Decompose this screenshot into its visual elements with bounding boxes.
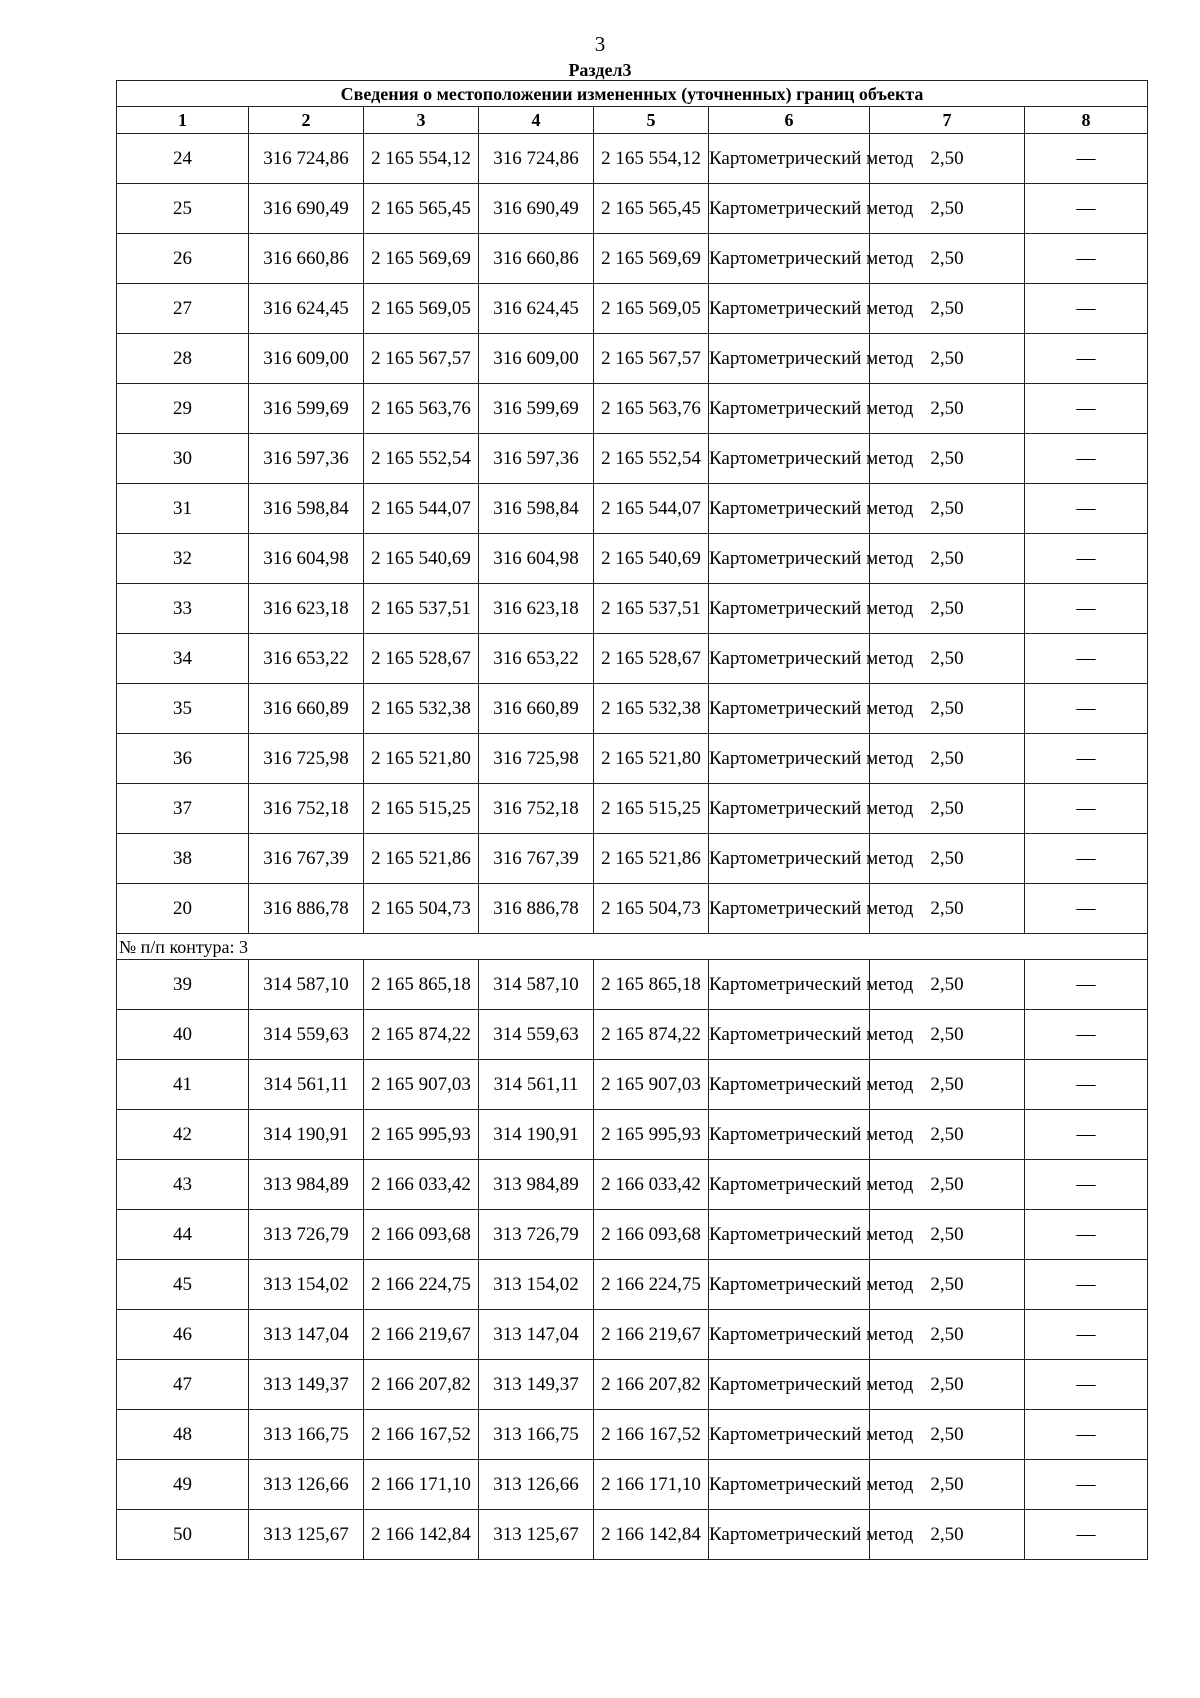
coordinate-cell: 316 690,49: [249, 184, 364, 234]
table-row: [117, 234, 1148, 284]
accuracy-cell: 2,50: [870, 234, 1025, 284]
coordinate-cell: 314 561,11: [249, 1060, 364, 1110]
coordinate-cell: 2 165 528,67: [594, 634, 709, 684]
empty-value-cell: —: [1025, 734, 1148, 784]
point-number-cell: 35: [117, 684, 249, 734]
column-number-cell: 8: [1025, 107, 1148, 134]
coordinate-cell: 2 165 567,57: [594, 334, 709, 384]
column-number-cell: 6: [709, 107, 870, 134]
coordinate-cell: 313 125,67: [479, 1510, 594, 1560]
coordinate-cell: 2 165 995,93: [594, 1110, 709, 1160]
coordinate-cell: 316 752,18: [249, 784, 364, 834]
coordinate-cell: 313 126,66: [249, 1460, 364, 1510]
point-number-cell: 27: [117, 284, 249, 334]
method-cell: Картометрический метод: [709, 584, 870, 634]
table-row: [117, 134, 1148, 184]
point-number-cell: 43: [117, 1160, 249, 1210]
coordinate-cell: 316 767,39: [479, 834, 594, 884]
empty-value-cell: —: [1025, 534, 1148, 584]
accuracy-cell: 2,50: [870, 334, 1025, 384]
coordinate-cell: 2 166 033,42: [364, 1160, 479, 1210]
coordinate-cell: 313 147,04: [479, 1310, 594, 1360]
empty-value-cell: —: [1025, 1110, 1148, 1160]
coordinate-cell: 2 165 552,54: [364, 434, 479, 484]
coordinate-cell: 2 165 504,73: [594, 884, 709, 934]
method-cell: Картометрический метод: [709, 1260, 870, 1310]
empty-value-cell: —: [1025, 1260, 1148, 1310]
coordinate-cell: 316 653,22: [479, 634, 594, 684]
coordinate-cell: 313 154,02: [479, 1260, 594, 1310]
accuracy-cell: 2,50: [870, 734, 1025, 784]
coordinate-cell: 316 597,36: [249, 434, 364, 484]
point-number-cell: 34: [117, 634, 249, 684]
coordinate-cell: 2 165 907,03: [594, 1060, 709, 1110]
empty-value-cell: —: [1025, 484, 1148, 534]
point-number-cell: 38: [117, 834, 249, 884]
empty-value-cell: —: [1025, 1510, 1148, 1560]
point-number-cell: 41: [117, 1060, 249, 1110]
coordinate-cell: 316 597,36: [479, 434, 594, 484]
table-row: [117, 184, 1148, 234]
coordinate-cell: 2 165 995,93: [364, 1110, 479, 1160]
coordinate-cell: 2 165 569,05: [364, 284, 479, 334]
empty-value-cell: —: [1025, 284, 1148, 334]
accuracy-cell: 2,50: [870, 1460, 1025, 1510]
coordinate-cell: 314 190,91: [249, 1110, 364, 1160]
coordinate-cell: 2 165 569,05: [594, 284, 709, 334]
coordinate-cell: 2 165 540,69: [364, 534, 479, 584]
coordinate-cell: 2 165 521,80: [594, 734, 709, 784]
coordinate-cell: 316 624,45: [249, 284, 364, 334]
coordinate-cell: 2 166 219,67: [594, 1310, 709, 1360]
table-row: [117, 1110, 1148, 1160]
method-cell: Картометрический метод: [709, 884, 870, 934]
coordinate-cell: 2 165 865,18: [594, 960, 709, 1010]
method-cell: Картометрический метод: [709, 1460, 870, 1510]
empty-value-cell: —: [1025, 184, 1148, 234]
coordinate-cell: 316 599,69: [249, 384, 364, 434]
accuracy-cell: 2,50: [870, 584, 1025, 634]
point-number-cell: 45: [117, 1260, 249, 1310]
empty-value-cell: —: [1025, 584, 1148, 634]
table-row: [117, 434, 1148, 484]
point-number-cell: 49: [117, 1460, 249, 1510]
method-cell: Картометрический метод: [709, 784, 870, 834]
coordinate-cell: 2 165 565,45: [594, 184, 709, 234]
accuracy-cell: 2,50: [870, 434, 1025, 484]
coordinate-cell: 316 752,18: [479, 784, 594, 834]
accuracy-cell: 2,50: [870, 634, 1025, 684]
empty-value-cell: —: [1025, 884, 1148, 934]
coordinate-cell: 314 561,11: [479, 1060, 594, 1110]
coordinate-cell: 314 559,63: [479, 1010, 594, 1060]
empty-value-cell: —: [1025, 234, 1148, 284]
coordinate-cell: 2 165 515,25: [594, 784, 709, 834]
coordinate-cell: 2 165 504,73: [364, 884, 479, 934]
accuracy-cell: 2,50: [870, 384, 1025, 434]
empty-value-cell: —: [1025, 384, 1148, 434]
coordinate-cell: 314 559,63: [249, 1010, 364, 1060]
coordinate-cell: 316 598,84: [479, 484, 594, 534]
method-cell: Картометрический метод: [709, 284, 870, 334]
empty-value-cell: —: [1025, 684, 1148, 734]
coordinate-cell: 316 660,89: [249, 684, 364, 734]
coordinate-cell: 316 604,98: [479, 534, 594, 584]
point-number-cell: 25: [117, 184, 249, 234]
coordinate-cell: 316 623,18: [249, 584, 364, 634]
column-number-cell: 2: [249, 107, 364, 134]
coordinate-cell: 316 724,86: [479, 134, 594, 184]
table-row: [117, 1260, 1148, 1310]
coordinate-cell: 313 126,66: [479, 1460, 594, 1510]
coordinate-cell: 2 165 554,12: [594, 134, 709, 184]
empty-value-cell: —: [1025, 134, 1148, 184]
method-cell: Картометрический метод: [709, 1210, 870, 1260]
coordinate-cell: 313 984,89: [249, 1160, 364, 1210]
method-cell: Картометрический метод: [709, 434, 870, 484]
accuracy-cell: 2,50: [870, 1260, 1025, 1310]
accuracy-cell: 2,50: [870, 134, 1025, 184]
point-number-cell: 36: [117, 734, 249, 784]
coordinate-cell: 2 166 224,75: [364, 1260, 479, 1310]
empty-value-cell: —: [1025, 434, 1148, 484]
coordinate-cell: 314 587,10: [249, 960, 364, 1010]
coordinate-cell: 2 166 219,67: [364, 1310, 479, 1360]
point-number-cell: 47: [117, 1360, 249, 1410]
table-row: [117, 884, 1148, 934]
table-row: [117, 534, 1148, 584]
coordinate-cell: 2 166 167,52: [594, 1410, 709, 1460]
table-row: [117, 1310, 1148, 1360]
empty-value-cell: —: [1025, 834, 1148, 884]
coordinate-cell: 316 660,86: [249, 234, 364, 284]
coordinate-cell: 316 886,78: [249, 884, 364, 934]
coordinate-cell: 2 165 552,54: [594, 434, 709, 484]
empty-value-cell: —: [1025, 1210, 1148, 1260]
coordinate-cell: 313 149,37: [249, 1360, 364, 1410]
coordinate-cell: 2 165 521,86: [364, 834, 479, 884]
coordinate-cell: 2 165 874,22: [364, 1010, 479, 1060]
coordinate-cell: 2 165 554,12: [364, 134, 479, 184]
coordinate-cell: 2 166 167,52: [364, 1410, 479, 1460]
point-number-cell: 20: [117, 884, 249, 934]
coordinate-cell: 316 660,86: [479, 234, 594, 284]
accuracy-cell: 2,50: [870, 684, 1025, 734]
column-number-cell: 3: [364, 107, 479, 134]
coordinate-cell: 313 726,79: [479, 1210, 594, 1260]
coordinate-cell: 313 154,02: [249, 1260, 364, 1310]
coordinate-cell: 316 724,86: [249, 134, 364, 184]
coordinate-cell: 2 165 865,18: [364, 960, 479, 1010]
accuracy-cell: 2,50: [870, 184, 1025, 234]
coordinate-cell: 2 166 093,68: [364, 1210, 479, 1260]
method-cell: Картометрический метод: [709, 534, 870, 584]
coordinate-cell: 2 166 142,84: [594, 1510, 709, 1560]
column-number-cell: 4: [479, 107, 594, 134]
coordinate-cell: 2 166 093,68: [594, 1210, 709, 1260]
table-row: [117, 1410, 1148, 1460]
table-row: [117, 1460, 1148, 1510]
coordinate-cell: 316 653,22: [249, 634, 364, 684]
coordinate-cell: 316 604,98: [249, 534, 364, 584]
point-number-cell: 39: [117, 960, 249, 1010]
section-title: Раздел3: [568, 60, 632, 80]
table-row: [117, 1510, 1148, 1560]
table-row: [117, 834, 1148, 884]
empty-value-cell: —: [1025, 1160, 1148, 1210]
method-cell: Картометрический метод: [709, 1310, 870, 1360]
coordinate-cell: 2 165 563,76: [594, 384, 709, 434]
point-number-cell: 33: [117, 584, 249, 634]
coordinate-cell: 2 166 171,10: [364, 1460, 479, 1510]
coordinate-cell: 2 165 515,25: [364, 784, 479, 834]
accuracy-cell: 2,50: [870, 284, 1025, 334]
method-cell: Картометрический метод: [709, 1510, 870, 1560]
table-row: [117, 584, 1148, 634]
method-cell: Картометрический метод: [709, 484, 870, 534]
accuracy-cell: 2,50: [870, 484, 1025, 534]
method-cell: Картометрический метод: [709, 1110, 870, 1160]
coordinate-cell: 313 147,04: [249, 1310, 364, 1360]
coordinate-cell: 316 725,98: [249, 734, 364, 784]
accuracy-cell: 2,50: [870, 1510, 1025, 1560]
table-row: [117, 634, 1148, 684]
accuracy-cell: 2,50: [870, 1310, 1025, 1360]
coordinate-cell: 316 609,00: [479, 334, 594, 384]
point-number-cell: 29: [117, 384, 249, 434]
table-row: [117, 1210, 1148, 1260]
table-row: [117, 1010, 1148, 1060]
table-row: [117, 684, 1148, 734]
coordinate-cell: 2 165 567,57: [364, 334, 479, 384]
point-number-cell: 50: [117, 1510, 249, 1560]
method-cell: Картометрический метод: [709, 734, 870, 784]
table-row: [117, 284, 1148, 334]
coordinate-cell: 2 166 142,84: [364, 1510, 479, 1560]
table-row: [117, 1060, 1148, 1110]
accuracy-cell: 2,50: [870, 1060, 1025, 1110]
column-number-cell: 7: [870, 107, 1025, 134]
coordinate-cell: 2 165 544,07: [594, 484, 709, 534]
coordinate-cell: 2 165 569,69: [364, 234, 479, 284]
coordinate-cell: 313 726,79: [249, 1210, 364, 1260]
coordinate-cell: 2 165 532,38: [594, 684, 709, 734]
empty-value-cell: —: [1025, 634, 1148, 684]
coordinate-cell: 316 609,00: [249, 334, 364, 384]
coordinate-cell: 2 165 537,51: [364, 584, 479, 634]
table-body: [117, 81, 1148, 1560]
coordinate-cell: 2 166 171,10: [594, 1460, 709, 1510]
coordinate-cell: 2 165 565,45: [364, 184, 479, 234]
method-cell: Картометрический метод: [709, 684, 870, 734]
coordinate-cell: 316 660,89: [479, 684, 594, 734]
page-number: 3: [594, 32, 606, 56]
coordinate-cell: 2 165 874,22: [594, 1010, 709, 1060]
coordinate-cell: 313 149,37: [479, 1360, 594, 1410]
coordinate-cell: 2 165 907,03: [364, 1060, 479, 1110]
method-cell: Картометрический метод: [709, 960, 870, 1010]
point-number-cell: 26: [117, 234, 249, 284]
point-number-cell: 40: [117, 1010, 249, 1060]
coordinate-cell: 313 166,75: [479, 1410, 594, 1460]
accuracy-cell: 2,50: [870, 1360, 1025, 1410]
coordinate-cell: 2 165 532,38: [364, 684, 479, 734]
accuracy-cell: 2,50: [870, 960, 1025, 1010]
table-row: [117, 484, 1148, 534]
table-caption: Сведения о местоположении измененных (уточненных) границ объекта: [117, 81, 1148, 107]
point-number-cell: 24: [117, 134, 249, 184]
coordinate-cell: 313 125,67: [249, 1510, 364, 1560]
coordinate-cell: 316 599,69: [479, 384, 594, 434]
coordinate-cell: 2 166 207,82: [364, 1360, 479, 1410]
coordinate-cell: 316 623,18: [479, 584, 594, 634]
empty-value-cell: —: [1025, 1410, 1148, 1460]
contour-label: № п/п контура: 3: [117, 934, 1148, 960]
accuracy-cell: 2,50: [870, 534, 1025, 584]
coordinate-cell: 316 690,49: [479, 184, 594, 234]
coordinate-cell: 316 886,78: [479, 884, 594, 934]
method-cell: Картометрический метод: [709, 1160, 870, 1210]
point-number-cell: 31: [117, 484, 249, 534]
column-number-cell: 1: [117, 107, 249, 134]
point-number-cell: 32: [117, 534, 249, 584]
point-number-cell: 28: [117, 334, 249, 384]
column-number-row: [117, 107, 1148, 134]
point-number-cell: 42: [117, 1110, 249, 1160]
table-row: [117, 384, 1148, 434]
coordinate-cell: 2 165 540,69: [594, 534, 709, 584]
table-row: [117, 334, 1148, 384]
accuracy-cell: 2,50: [870, 1160, 1025, 1210]
coordinate-cell: 2 165 521,86: [594, 834, 709, 884]
coordinate-cell: 2 165 569,69: [594, 234, 709, 284]
accuracy-cell: 2,50: [870, 1410, 1025, 1460]
coordinate-cell: 316 598,84: [249, 484, 364, 534]
empty-value-cell: —: [1025, 334, 1148, 384]
point-number-cell: 30: [117, 434, 249, 484]
empty-value-cell: —: [1025, 960, 1148, 1010]
empty-value-cell: —: [1025, 1310, 1148, 1360]
method-cell: Картометрический метод: [709, 184, 870, 234]
coordinate-cell: 313 984,89: [479, 1160, 594, 1210]
table-row: [117, 1160, 1148, 1210]
accuracy-cell: 2,50: [870, 1210, 1025, 1260]
method-cell: Картометрический метод: [709, 334, 870, 384]
coordinate-cell: 314 190,91: [479, 1110, 594, 1160]
coordinate-cell: 2 165 544,07: [364, 484, 479, 534]
method-cell: Картометрический метод: [709, 834, 870, 884]
table-row: [117, 1360, 1148, 1410]
coordinate-cell: 313 166,75: [249, 1410, 364, 1460]
coordinate-cell: 2 165 521,80: [364, 734, 479, 784]
coordinate-cell: 2 165 563,76: [364, 384, 479, 434]
coordinate-cell: 314 587,10: [479, 960, 594, 1010]
coordinate-cell: 2 166 224,75: [594, 1260, 709, 1310]
method-cell: Картометрический метод: [709, 634, 870, 684]
method-cell: Картометрический метод: [709, 134, 870, 184]
point-number-cell: 37: [117, 784, 249, 834]
empty-value-cell: —: [1025, 1010, 1148, 1060]
coordinate-cell: 2 165 537,51: [594, 584, 709, 634]
contour-label-row: [117, 934, 1148, 960]
method-cell: Картометрический метод: [709, 1410, 870, 1460]
boundary-coordinates-table: [116, 80, 1148, 1560]
accuracy-cell: 2,50: [870, 1110, 1025, 1160]
point-number-cell: 44: [117, 1210, 249, 1260]
coordinate-cell: 316 624,45: [479, 284, 594, 334]
accuracy-cell: 2,50: [870, 1010, 1025, 1060]
accuracy-cell: 2,50: [870, 884, 1025, 934]
empty-value-cell: —: [1025, 1360, 1148, 1410]
table-row: [117, 784, 1148, 834]
coordinate-cell: 2 165 528,67: [364, 634, 479, 684]
coordinate-cell: 2 166 207,82: [594, 1360, 709, 1410]
table-row: [117, 734, 1148, 784]
empty-value-cell: —: [1025, 784, 1148, 834]
point-number-cell: 48: [117, 1410, 249, 1460]
method-cell: Картометрический метод: [709, 384, 870, 434]
coordinate-cell: 2 166 033,42: [594, 1160, 709, 1210]
empty-value-cell: —: [1025, 1060, 1148, 1110]
coordinate-cell: 316 725,98: [479, 734, 594, 784]
method-cell: Картометрический метод: [709, 1360, 870, 1410]
column-number-cell: 5: [594, 107, 709, 134]
accuracy-cell: 2,50: [870, 834, 1025, 884]
method-cell: Картометрический метод: [709, 1060, 870, 1110]
empty-value-cell: —: [1025, 1460, 1148, 1510]
table-caption-row: [117, 81, 1148, 107]
point-number-cell: 46: [117, 1310, 249, 1360]
method-cell: Картометрический метод: [709, 1010, 870, 1060]
table-row: [117, 960, 1148, 1010]
accuracy-cell: 2,50: [870, 784, 1025, 834]
method-cell: Картометрический метод: [709, 234, 870, 284]
coordinate-cell: 316 767,39: [249, 834, 364, 884]
